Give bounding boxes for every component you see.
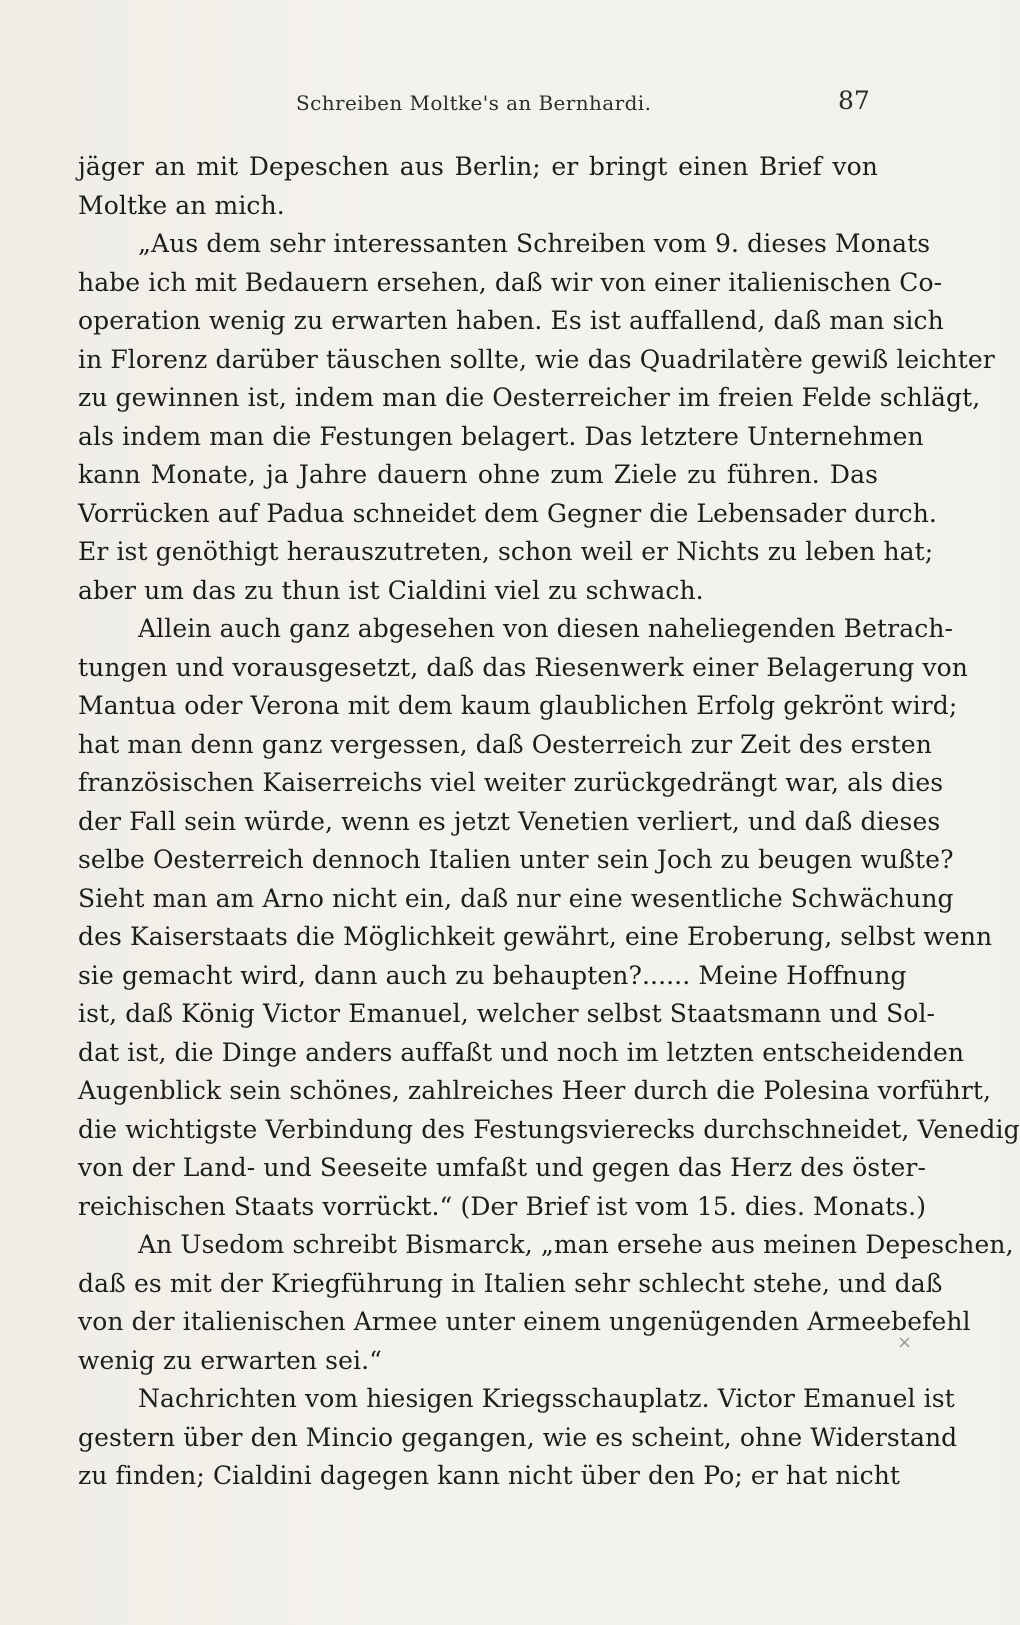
text-line: Sieht man am Arno nicht ein, daß nur eine wesentliche Schwächung xyxy=(78,883,954,913)
text-line: als indem man die Festungen belagert. Das letztere Unternehmen xyxy=(78,421,924,451)
page-number: 87 xyxy=(838,86,870,115)
text-line: Nachrichten vom hiesigen Kriegsschauplatz. Victor Emanuel ist xyxy=(138,1384,955,1413)
text-line: hat man denn ganz vergessen, daß Oesterreich zur Zeit des ersten xyxy=(78,729,932,759)
text-line: von der Land- und Seeseite umfaßt und gegen das Herz des öster- xyxy=(78,1153,926,1182)
text-line: selbe Oesterreich dennoch Italien unter sein Joch zu beugen wußte? xyxy=(78,845,954,874)
text-line: von der italienischen Armee unter einem ungenügenden Armeebefehl xyxy=(78,1307,971,1336)
text-line: des Kaiserstaats die Möglichkeit gewährt, eine Eroberung, selbst wenn xyxy=(78,922,993,951)
text-line: dat ist, die Dinge anders auffaßt und noch im letzten entscheidenden xyxy=(78,1037,965,1067)
text-line: „Aus dem sehr interessanten Schreiben vom 9. dieses Monats xyxy=(138,229,931,258)
text-line: daß es mit der Kriegführung in Italien sehr schlecht stehe, und daß xyxy=(78,1268,943,1298)
text-line: zu finden; Cialdini dagegen kann nicht über den Po; er hat nicht xyxy=(78,1461,901,1490)
text-line: in Florenz darüber täuschen sollte, wie das Quadrilatère gewiß leichter xyxy=(78,344,995,374)
text-line: kann Monate, ja Jahre dauern ohne zum Ziele zu führen. Das xyxy=(78,460,878,489)
text-line: französischen Kaiserreichs viel weiter zurückgedrängt war, als dies xyxy=(78,768,944,797)
text-line: Vorrücken auf Padua schneidet dem Gegner die Lebensader durch. xyxy=(78,498,937,528)
text-line: tungen und vorausgesetzt, daß das Riesenwerk einer Belagerung von xyxy=(78,652,968,682)
text-line: Er ist genöthigt herauszutreten, schon weil er Nichts zu leben hat; xyxy=(78,537,934,566)
text-line: sie gemacht wird, dann auch zu behaupten?...... Meine Hoffnung xyxy=(78,960,907,990)
text-line: Allein auch ganz abgesehen von diesen naheliegenden Betrach- xyxy=(138,614,954,643)
text-line: jäger an mit Depeschen aus Berlin; er bringt einen Brief von xyxy=(78,152,878,181)
text-line: habe ich mit Bedauern ersehen, daß wir von einer italienischen Co- xyxy=(78,267,943,297)
text-line: An Usedom schreibt Bismarck, „man ersehe aus meinen Depeschen, xyxy=(138,1230,1014,1259)
running-title: Schreiben Moltke's an Bernhardi. xyxy=(296,91,652,115)
text-line: zu gewinnen ist, indem man die Oesterreicher im freien Felde schlägt, xyxy=(78,383,981,412)
body-text xyxy=(78,148,1020,1490)
margin-pencil-mark: × xyxy=(897,1332,913,1353)
text-line: wenig zu erwarten sei.“ xyxy=(78,1345,382,1375)
text-line: Mantua oder Verona mit dem kaum glaublichen Erfolg gekrönt wird; xyxy=(78,691,958,720)
text-line: der Fall sein würde, wenn es jetzt Venetien verliert, und daß dieses xyxy=(78,806,941,836)
text-line: Augenblick sein schönes, zahlreiches Heer durch die Polesina vorführt, xyxy=(78,1076,992,1105)
text-line: reichischen Staats vorrückt.“ (Der Brief ist vom 15. dies. Monats.) xyxy=(78,1191,927,1221)
text-line: gestern über den Mincio gegangen, wie es scheint, ohne Widerstand xyxy=(78,1422,958,1452)
text-line: operation wenig zu erwarten haben. Es ist auffallend, daß man sich xyxy=(78,306,944,335)
text-line: die wichtigste Verbindung des Festungsvierecks durchschneidet, Venedig xyxy=(78,1114,1020,1144)
text-line: aber um das zu thun ist Cialdini viel zu schwach. xyxy=(78,575,704,605)
text-line: ist, daß König Victor Emanuel, welcher selbst Staatsmann und Sol- xyxy=(78,999,936,1028)
page-header xyxy=(78,86,878,126)
text-line: Moltke an mich. xyxy=(78,190,285,220)
